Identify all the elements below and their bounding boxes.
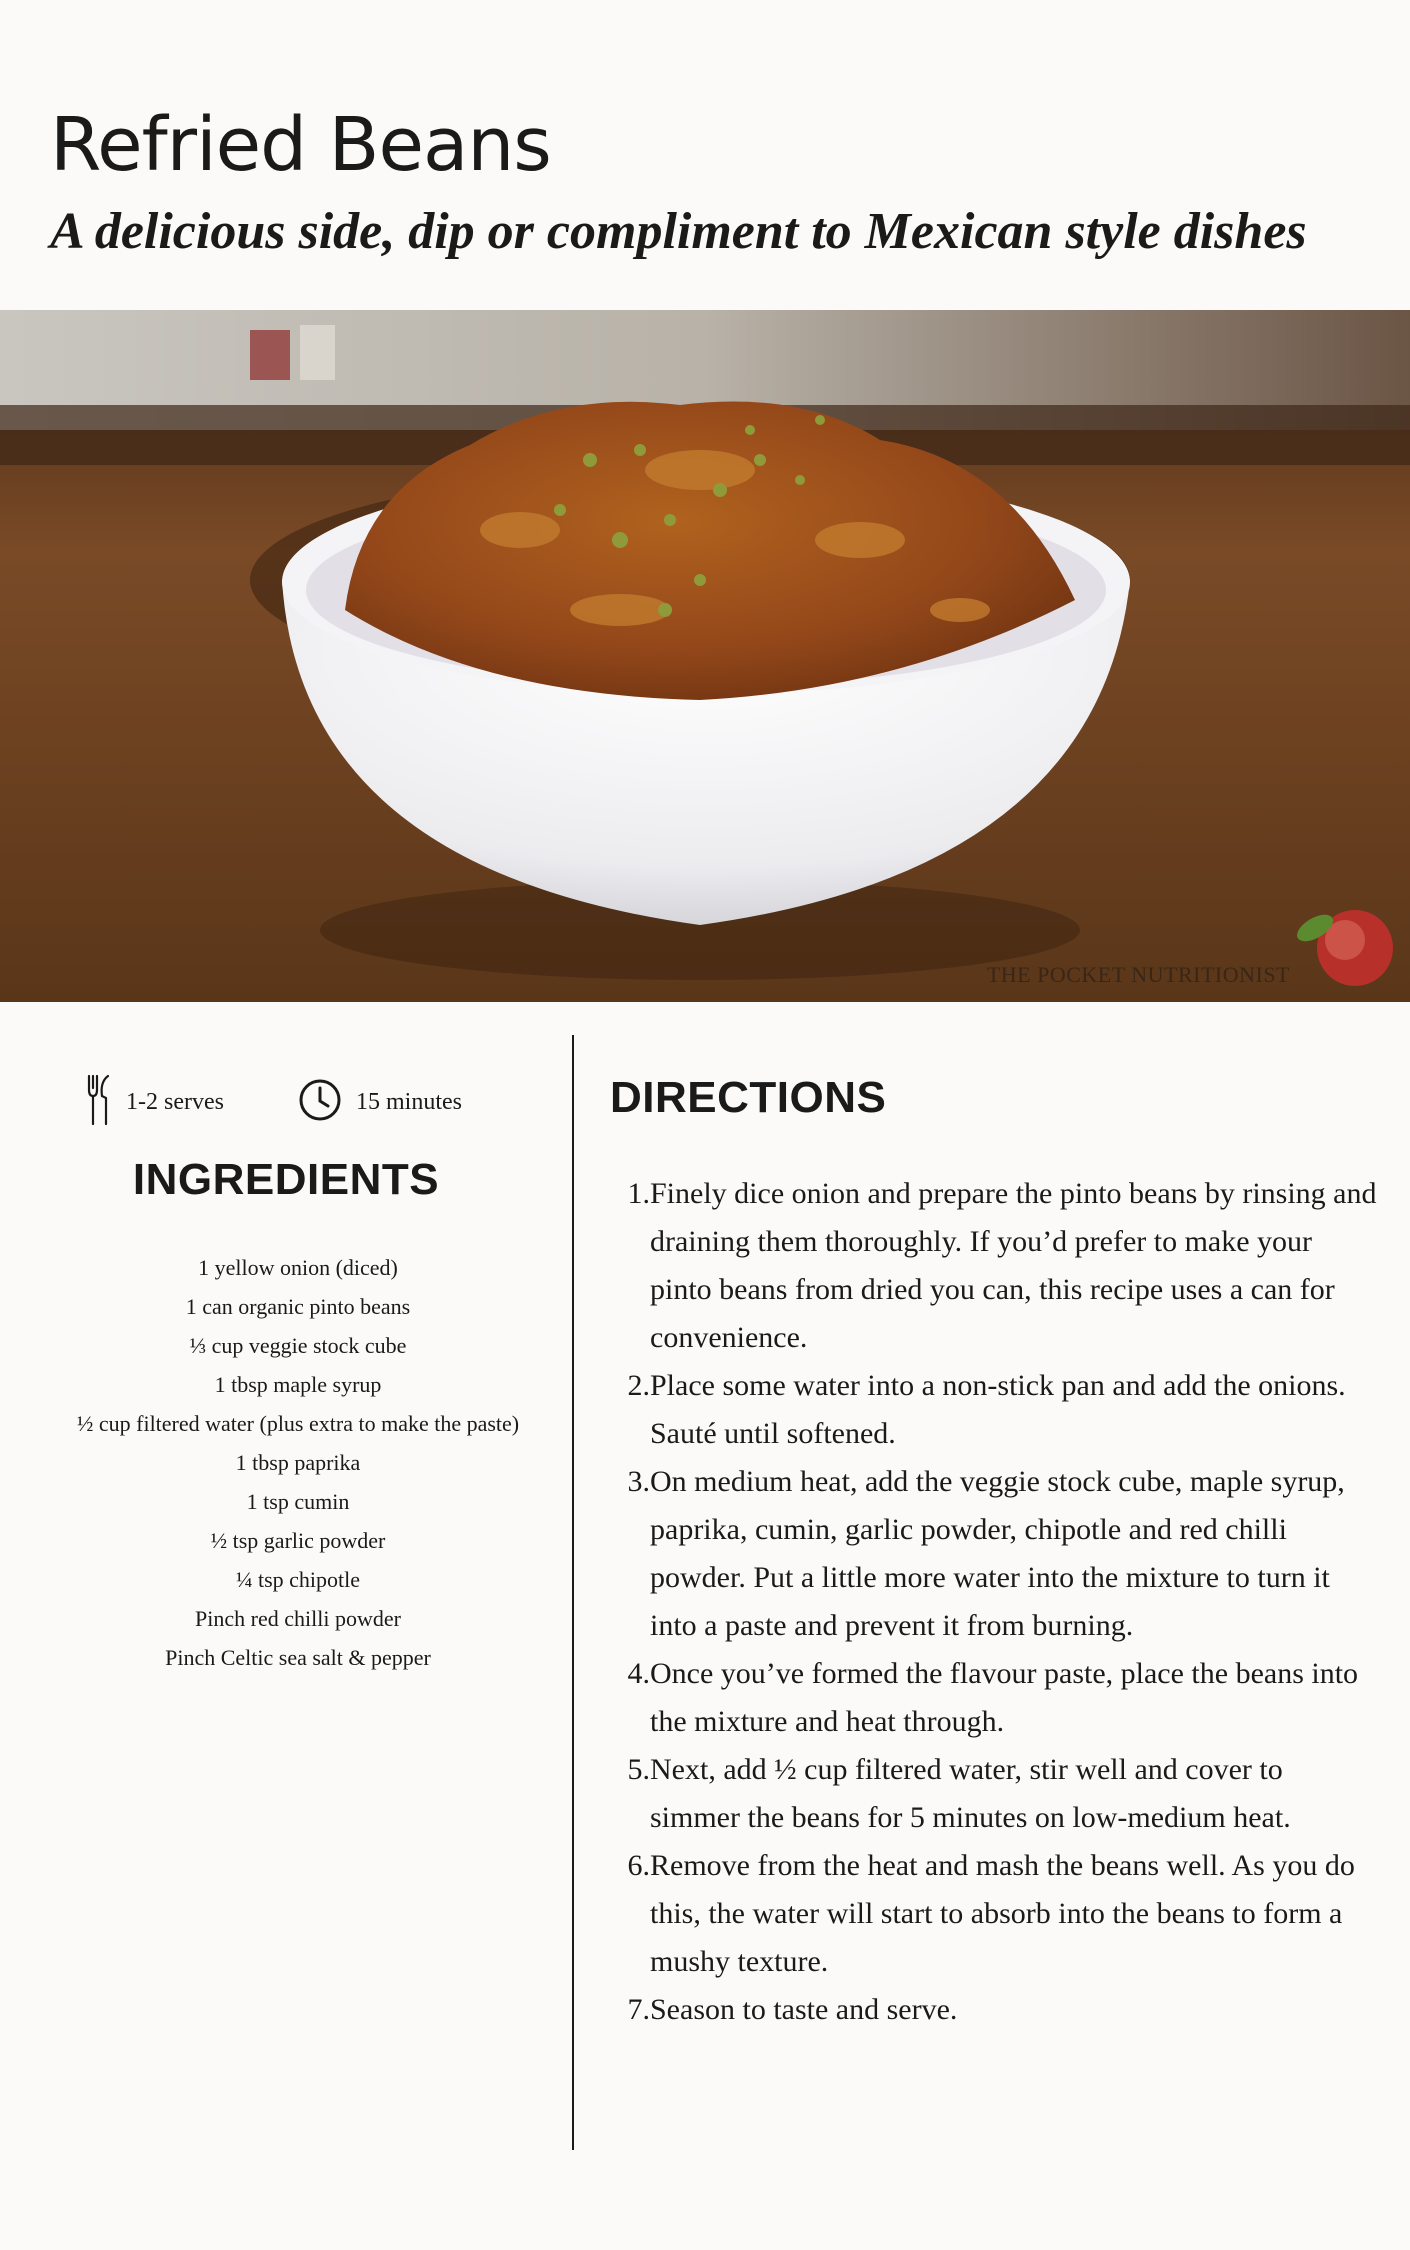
column-divider — [572, 1035, 574, 2150]
brand-watermark: THE POCKET NUTRITIONIST — [986, 962, 1290, 987]
step-number: 1. — [627, 1177, 650, 1210]
step-text: On medium heat, add the veggie stock cube, maple syrup, paprika, cumin, garlic powder, chipotle and red chilli powder. Put a little more water into the mixture to turn it into a paste and prevent it from burning. — [650, 1465, 1345, 1642]
serves-info — [86, 1072, 224, 1132]
step-number: 7. — [627, 1993, 650, 2026]
step-number: 5. — [627, 1753, 650, 1786]
ingredient-item: ⅓ cup veggie stock cube — [189, 1333, 407, 1358]
ingredient-item: 1 tbsp paprika — [235, 1450, 361, 1475]
directions-list — [620, 1170, 1380, 2034]
recipe-subtitle: A delicious side, dip or compliment to Mexican style dishes — [50, 203, 1307, 260]
utensils-icon — [86, 1074, 112, 1130]
direction-step — [620, 1746, 1380, 1842]
ingredient-item: 1 tbsp maple syrup — [214, 1372, 382, 1397]
ingredient-item: ½ cup filtered water (plus extra to make the paste) — [76, 1411, 520, 1436]
serves-text: 1-2 serves — [126, 1088, 224, 1115]
direction-step — [620, 1458, 1380, 1650]
step-number: 4. — [627, 1657, 650, 1690]
step-text: Next, add ½ cup filtered water, stir well and cover to simmer the beans for 5 minutes on low-medium heat. — [650, 1753, 1291, 1834]
ingredient-item: 1 can organic pinto beans — [185, 1294, 411, 1319]
direction-step — [620, 1842, 1380, 1986]
ingredient-item: ½ tsp garlic powder — [210, 1528, 386, 1553]
ingredient-item: 1 yellow onion (diced) — [198, 1255, 398, 1280]
step-text: Season to taste and serve. — [650, 1993, 958, 2026]
bowl-of-refried-beans-image — [0, 310, 1410, 1002]
direction-step — [620, 1986, 1380, 2034]
ingredient-item: Pinch red chilli powder — [195, 1606, 401, 1631]
time-info — [298, 1072, 462, 1132]
direction-step — [620, 1650, 1380, 1746]
ingredient-item: 1 tsp cumin — [246, 1489, 350, 1514]
recipe-photo — [0, 310, 1410, 1002]
direction-step — [620, 1170, 1380, 1362]
directions-heading: DIRECTIONS — [610, 1073, 887, 1122]
step-text: Remove from the heat and mash the beans well. As you do this, the water will start to absorb into the beans to form a mushy texture. — [650, 1849, 1355, 1978]
time-text: 15 minutes — [356, 1088, 462, 1115]
clock-icon — [298, 1078, 342, 1126]
step-text: Place some water into a non-stick pan and add the onions. Sauté until softened. — [650, 1369, 1346, 1450]
step-number: 3. — [627, 1465, 650, 1498]
ingredients-list — [70, 1248, 526, 1677]
ingredient-item: ¼ tsp chipotle — [235, 1567, 361, 1592]
direction-step — [620, 1362, 1380, 1458]
step-text: Once you’ve formed the flavour paste, place the beans into the mixture and heat through. — [650, 1657, 1359, 1738]
step-number: 6. — [627, 1849, 650, 1882]
ingredients-heading: INGREDIENTS — [132, 1155, 440, 1204]
recipe-title: Refried Beans — [50, 102, 551, 188]
step-text: Finely dice onion and prepare the pinto beans by rinsing and draining them thoroughly. If you’d prefer to make your pinto beans from dried you can, this recipe uses a can for convenience. — [650, 1177, 1377, 1354]
ingredient-item: Pinch Celtic sea salt & pepper — [165, 1645, 431, 1670]
step-number: 2. — [627, 1369, 650, 1402]
